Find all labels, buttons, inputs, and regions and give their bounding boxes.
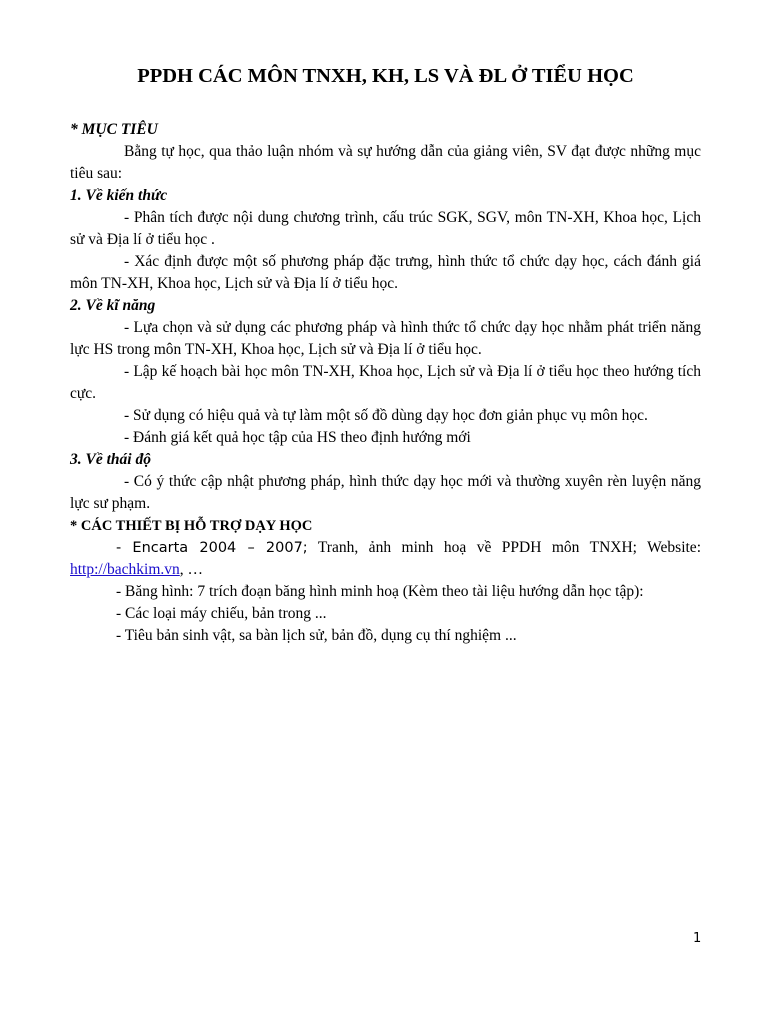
knowledge-heading: 1. Về kiến thức bbox=[70, 187, 168, 204]
objectives-intro: Bằng tự học, qua thảo luận nhóm và sự hướng dẫn của giảng viên, SV đạt được những mục tiêu sau: bbox=[70, 143, 701, 182]
attitude-item: - Có ý thức cập nhật phương pháp, hình thức dạy học mới và thường xuyên rèn luyện năng lực sư phạm. bbox=[70, 473, 701, 512]
equipment-item: - Các loại máy chiếu, bản trong ... bbox=[116, 605, 327, 622]
website-link[interactable]: http://bachkim.vn bbox=[70, 561, 180, 578]
skills-item: - Lập kế hoạch bài học môn TN-XH, Khoa học, Lịch sử và Địa lí ở tiểu học theo hướng tích cực. bbox=[70, 363, 701, 402]
objectives-heading: * MỤC TIÊU bbox=[70, 121, 158, 138]
knowledge-item: - Phân tích được nội dung chương trình, cấu trúc SGK, SGV, môn TN-XH, Khoa học, Lịch sử và Địa lí ở tiểu học . bbox=[70, 209, 701, 248]
link-suffix: , … bbox=[179, 561, 204, 578]
attitude-heading: 3. Về thái độ bbox=[70, 451, 151, 468]
equipment-item: - Băng hình: 7 trích đoạn băng hình minh hoạ (Kèm theo tài liệu hướng dẫn học tập): bbox=[116, 583, 644, 600]
page-number: 1 bbox=[693, 931, 702, 946]
skills-item: - Sử dụng có hiệu quả và tự làm một số đồ dùng dạy học đơn giản phục vụ môn học. bbox=[124, 407, 648, 424]
document-body bbox=[70, 119, 701, 647]
knowledge-item: - Xác định được một số phương pháp đặc trưng, hình thức tổ chức dạy học, cách đánh giá môn TN-XH, Khoa học, Lịch sử và Địa lí ở tiểu học. bbox=[70, 253, 701, 292]
skills-item: - Đánh giá kết quả học tập của HS theo định hướng mới bbox=[124, 429, 471, 446]
document-title: PPDH CÁC MÔN TNXH, KH, LS VÀ ĐL Ở TIỂU HỌC bbox=[137, 65, 634, 87]
equipment-item: - Tiêu bản sinh vật, sa bàn lịch sử, bản đồ, dụng cụ thí nghiệm ... bbox=[116, 627, 517, 644]
skills-heading: 2. Về kĩ năng bbox=[70, 297, 156, 314]
skills-item: - Lựa chọn và sử dụng các phương pháp và hình thức tổ chức dạy học nhằm phát triển năng lực HS trong môn TN-XH, Khoa học, Lịch sử và Địa lí ở tiểu học. bbox=[70, 319, 701, 358]
equipment-heading: * CÁC THIẾT BỊ HỖ TRỢ DẠY HỌC bbox=[70, 518, 313, 534]
equipment-software-item bbox=[70, 537, 701, 581]
equipment-software-rest: Tranh, ảnh minh hoạ về PPDH môn TNXH; Website: bbox=[307, 539, 701, 556]
encarta-text: - Encarta 2004 – 2007; bbox=[116, 540, 308, 556]
